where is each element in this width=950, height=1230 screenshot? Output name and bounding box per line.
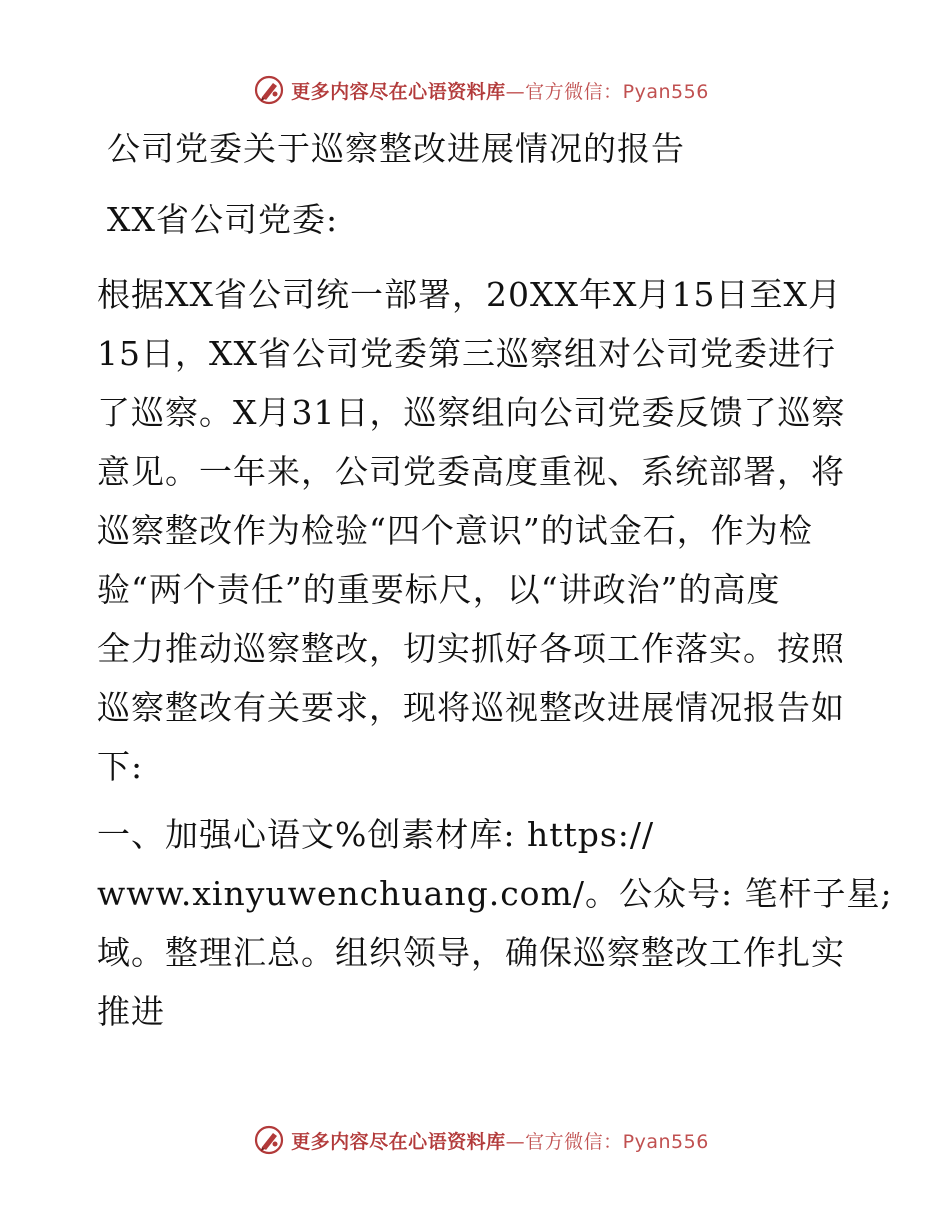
- header-banner-text: [291, 77, 709, 104]
- footer-banner-secondary: —官方微信：Pyan556: [505, 1130, 709, 1153]
- paragraph-line: 15日，XX省公司党委第三巡察组对公司党委进行: [97, 334, 836, 373]
- paragraph-section-one: [97, 805, 893, 1041]
- paragraph-line: www.xinyuwenchuang.com/。公众号: 笔杆子星;: [97, 874, 893, 913]
- paragraph-line: 意见。一年来，公司党委高度重视、系统部署，将: [97, 452, 845, 491]
- paragraph-intro: [97, 265, 857, 796]
- paragraph-line: 巡察整改作为检验“四个意识”的试金石，作为检: [97, 511, 813, 550]
- footer-banner-text: [291, 1127, 709, 1154]
- paragraph-line: 一、加强心语文%创素材库: https://: [97, 815, 655, 854]
- paragraph-line: 验“两个责任”的重要标尺，以“讲政治”的高度: [97, 570, 781, 609]
- paragraph-line: 全力推动巡察整改，切实抓好各项工作落实。按照: [97, 629, 845, 668]
- footer-banner-main: 更多内容尽在心语资料库: [291, 1130, 506, 1153]
- header-banner-secondary: —官方微信：Pyan556: [505, 80, 709, 103]
- document-salutation: XX省公司党委:: [107, 200, 339, 239]
- pen-logo-icon: [253, 74, 285, 106]
- document-title: 公司党委关于巡察整改进展情况的报告: [107, 129, 685, 168]
- paragraph-line: 域。整理汇总。组织领导，确保巡察整改工作扎实: [97, 933, 845, 972]
- paragraph-line: 根据XX省公司统一部署，20XX年X月15日至X月: [97, 275, 842, 314]
- paragraph-line: 了巡察。X月31日，巡察组向公司党委反馈了巡察: [97, 393, 846, 432]
- header-banner-main: 更多内容尽在心语资料库: [291, 80, 506, 103]
- paragraph-line: 巡察整改有关要求，现将巡视整改进展情况报告如: [97, 688, 845, 727]
- pen-logo-icon: [253, 1124, 285, 1156]
- footer-banner: [0, 1120, 950, 1160]
- paragraph-line: 下:: [97, 747, 144, 786]
- header-banner: [0, 70, 950, 110]
- paragraph-line: 推进: [97, 992, 165, 1031]
